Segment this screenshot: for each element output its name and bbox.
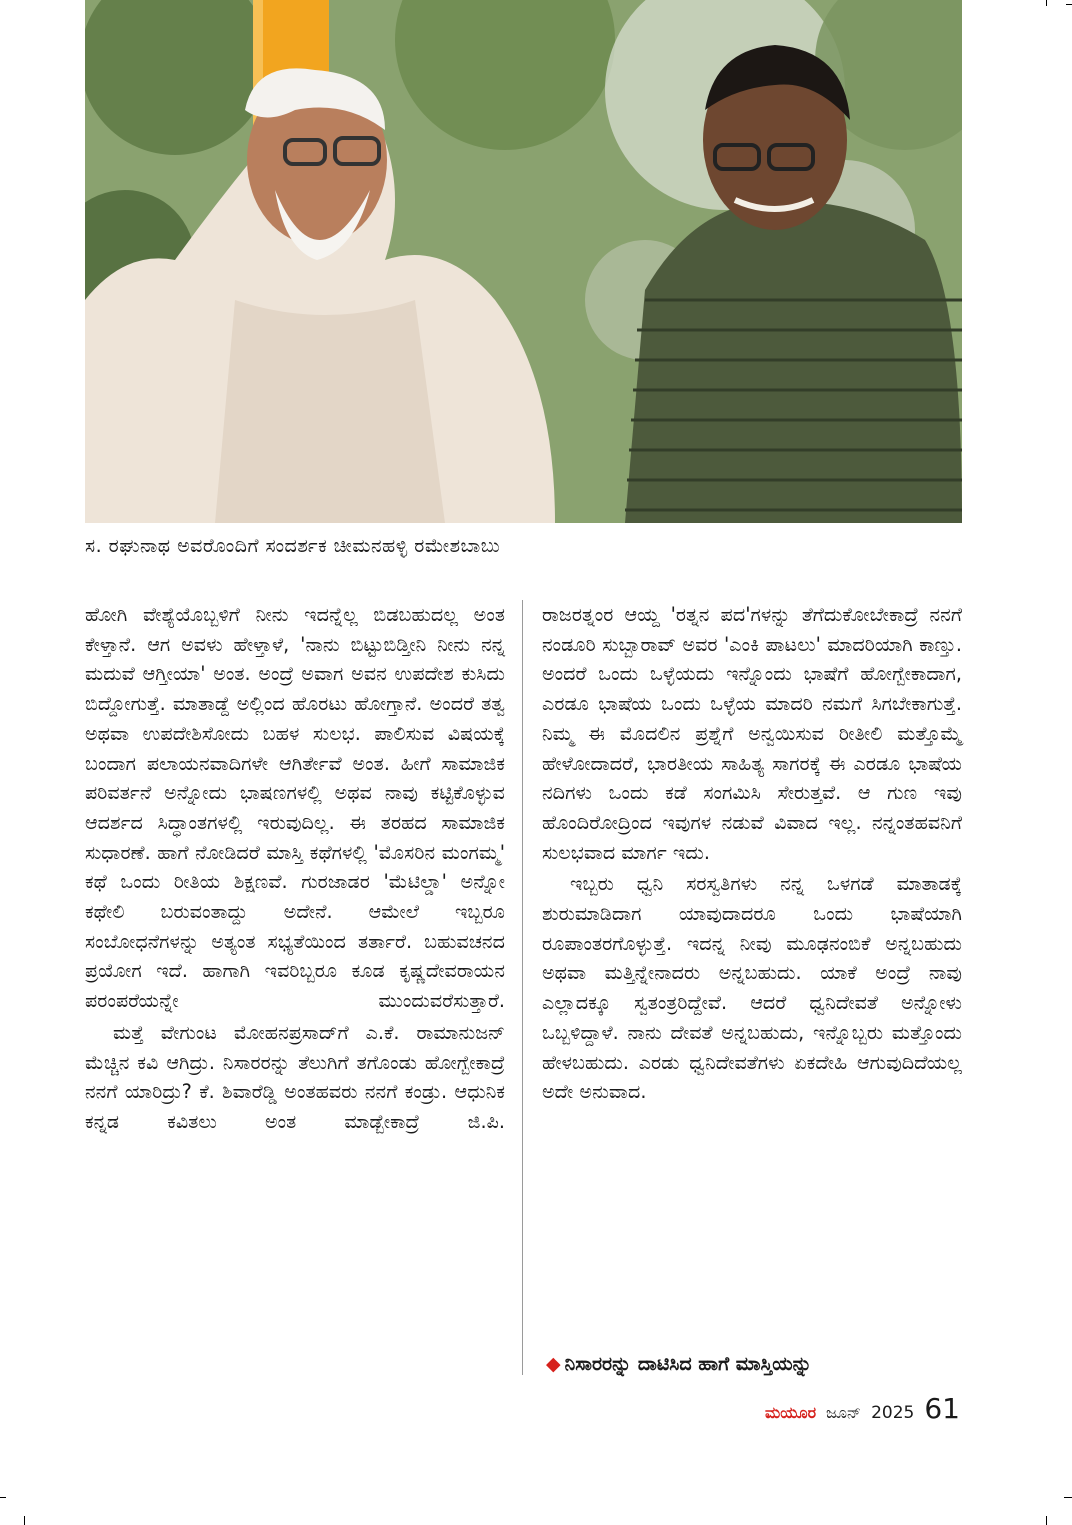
next-question-teaser bbox=[546, 1351, 812, 1377]
paragraph: ರಾಜರತ್ನಂರ ಆಯ್ದ 'ರತ್ನನ ಪದ'ಗಳನ್ನು ತೆಗೆದುಕೋಬೇಕಾದ್ರೆ ನನಗೆ ನಂಡೂರಿ ಸುಬ್ಬಾರಾವ್ ಅವರ 'ಎಂಕಿ ಪಾಟಲು' ಮಾದರಿಯಾಗಿ ಕಾಣ್ತು. ಅಂದರೆ ಒಂದು ಒಳ್ಳೆಯದು ಇನ್ನೊಂದು ಭಾಷೆಗೆ ಹೋಗ್ಬೇಕಾದಾಗ, ಎರಡೂ ಭಾಷೆಯ ಒಂದು ಒಳ್ಳೆಯ ಮಾದರಿ ನಮಗೆ ಸಿಗಬೇಕಾಗುತ್ತೆ. ನಿಮ್ಮ ಈ ಮೊದಲಿನ ಪ್ರಶ್ನೆಗೆ ಅನ್ವಯಿಸುವ ರೀತೀಲಿ ಮತ್ತೊಮ್ಮೆ ಹೇಳೋದಾದರೆ, ಭಾರತೀಯ ಸಾಹಿತ್ಯ ಸಾಗರಕ್ಕೆ ಈ ಎರಡೂ ಭಾಷೆಯ ನದಿಗಳು ಒಂದು ಕಡೆ ಸಂಗಮಿಸಿ ಸೇರುತ್ತವೆ. ಆ ಗುಣ ಇವು ಹೊಂದಿರೋದ್ರಿಂದ ಇವುಗಳ ನಡುವೆ ವಿವಾದ ಇಲ್ಲ. ನನ್ನಂತಹವನಿಗೆ ಸುಲಭವಾದ ಮಾರ್ಗ ಇದು. bbox=[542, 603, 962, 864]
magazine-logo: ಮಯೂರ bbox=[765, 1403, 817, 1422]
column-divider bbox=[522, 600, 523, 1375]
paragraph: ಇಬ್ಬರು ಧ್ವನಿ ಸರಸ್ವತಿಗಳು ನನ್ನ ಒಳಗಡೆ ಮಾತಾಡಕ್ಕೆ ಶುರುಮಾಡಿದಾಗ ಯಾವುದಾದರೂ ಒಂದು ಭಾಷೆಯಾಗಿ ರೂಪಾಂತರಗೊಳ್ಳುತ್ತೆ. ಇದನ್ನ ನೀವು ಮೂಢನಂಬಿಕೆ ಅನ್ನಬಹುದು ಅಥವಾ ಮತ್ತಿನ್ನೇನಾದರು ಅನ್ನಬಹುದು. ಯಾಕೆ ಅಂದ್ರೆ ನಾವು ಎಲ್ಲಾದಕ್ಕೂ ಸ್ವತಂತ್ರರಿದ್ದೇವೆ. ಆದರೆ ಧ್ವನಿದೇವತೆ ಅನ್ನೋಳು ಒಬ್ಬಳಿದ್ದಾಳೆ. ನಾನು ದೇವತೆ ಅನ್ನಬಹುದು, ಇನ್ನೊಬ್ಬರು ಮತ್ತೊಂದು ಹೇಳಬಹುದು. ಎರಡು ಧ್ವನಿದೇವತೆಗಳು ಏಕದೇಹಿ ಆಗುವುದಿದೆಯಲ್ಲ ಅದೇ ಅನುವಾದ. bbox=[542, 872, 962, 1104]
teaser-text: ನಿಸಾರರನ್ನು ದಾಟಿಸಿದ ಹಾಗೆ ಮಾಸ್ತಿಯನ್ನು bbox=[564, 1353, 812, 1375]
page-number: 61 bbox=[924, 1392, 960, 1425]
issue-month: ಜೂನ್ bbox=[826, 1403, 862, 1422]
photo-caption: ಸ. ರಘುನಾಥ ಅವರೊಂದಿಗೆ ಸಂದರ್ಶಕ ಚೀಮನಹಳ್ಳಿ ರಮೇಶಬಾಬು bbox=[85, 535, 501, 557]
crop-mark-left-bottom bbox=[0, 1497, 6, 1498]
article-column-right bbox=[542, 600, 962, 1107]
crop-mark-right-bottom bbox=[1064, 1497, 1072, 1498]
crop-mark-top-right bbox=[1046, 0, 1047, 6]
interview-photo bbox=[85, 0, 962, 523]
crop-mark-bottom-left bbox=[24, 1516, 25, 1525]
photo-illustration bbox=[85, 0, 962, 523]
diamond-bullet-icon: ◆ bbox=[546, 1353, 561, 1375]
issue-year: 2025 bbox=[871, 1403, 915, 1423]
paragraph: ಮತ್ತೆ ವೇಗುಂಟ ಮೋಹನಪ್ರಸಾದ್‌ಗೆ ಎ.ಕೆ. ರಾಮಾನುಜನ್ ಮೆಚ್ಚಿನ ಕವಿ ಆಗಿದ್ರು. ನಿಸಾರರನ್ನು ತೆಲುಗಿಗೆ ತಗೊಂಡು ಹೋಗ್ಬೇಕಾದ್ರೆ ನನಗೆ ಯಾರಿದ್ರು? ಕೆ. ಶಿವಾರೆಡ್ಡಿ ಅಂತಹವರು ನನಗೆ ಕಂಡ್ರು. ಆಧುನಿಕ ಕನ್ನಡ ಕವಿತಲು ಅಂತ ಮಾಡ್ಬೇಕಾದ್ರೆ ಜಿ.ಪಿ. bbox=[85, 1020, 505, 1133]
article-column-left bbox=[85, 600, 505, 1137]
page-footer bbox=[765, 1392, 960, 1428]
crop-mark-bottom-right bbox=[1046, 1516, 1047, 1525]
crop-mark-right-top bbox=[1066, 4, 1072, 5]
paragraph: ಹೋಗಿ ವೇಶ್ಯೆಯೊಬ್ಬಳಿಗೆ ನೀನು ಇದನ್ನೆಲ್ಲ ಬಿಡಬಹುದಲ್ಲ ಅಂತ ಕೇಳ್ತಾನೆ. ಆಗ ಅವಳು ಹೇಳ್ತಾಳೆ, 'ನಾನು ಬಿಟ್ಟುಬಿಡ್ತೀನಿ ನೀನು ನನ್ನ ಮದುವೆ ಆಗ್ತೀಯಾ' ಅಂತ. ಅಂದ್ರೆ ಅವಾಗ ಅವನ ಉಪದೇಶ ಕುಸಿದು ಬಿದ್ದೋಗುತ್ತೆ. ಮಾತಾಡ್ದೆ ಅಲ್ಲಿಂದ ಹೊರಟು ಹೋಗ್ತಾನೆ. ಅಂದರೆ ತತ್ವ ಅಥವಾ ಉಪದೇಶಿಸೋದು ಬಹಳ ಸುಲಭ. ಪಾಲಿಸುವ ವಿಷಯಕ್ಕೆ ಬಂದಾಗ ಪಲಾಯನವಾದಿಗಳೇ ಆಗಿರ್ತೇವೆ ಅಂತ. ಹೀಗೆ ಸಾಮಾಜಿಕ ಪರಿವರ್ತನೆ ಅನ್ನೋದು ಭಾಷಣಗಳಲ್ಲಿ ಅಥವ ನಾವು ಕಟ್ಟಿಕೊಳ್ಳುವ ಆದರ್ಶದ ಸಿದ್ಧಾಂತಗಳಲ್ಲಿ ಇರುವುದಿಲ್ಲ. ಈ ತರಹದ ಸಾಮಾಜಿಕ ಸುಧಾರಣೆ. ಹಾಗೆ ನೋಡಿದರೆ ಮಾಸ್ತಿ ಕಥೆಗಳಲ್ಲಿ 'ಮೊಸರಿನ ಮಂಗಮ್ಮ' ಕಥೆ ಒಂದು ರೀತಿಯ ಶಿಕ್ಷಣವೆ. ಗುರಜಾಡರ 'ಮೆಟಿಲ್ಡಾ' ಅನ್ನೋ ಕಥೇಲಿ ಬರುವಂತಾದ್ದು ಅದೇನೆ. ಆಮೇಲೆ ಇಬ್ಬರೂ ಸಂಬೋಧನೆಗಳನ್ನು ಅತ್ಯಂತ ಸಭ್ಯತೆಯಿಂದ ತರ್ತಾರೆ. ಬಹುವಚನದ ಪ್ರಯೋಗ ಇದೆ. ಹಾಗಾಗಿ ಇವರಿಬ್ಬರೂ ಕೂಡ ಕೃಷ್ಣದೇವರಾಯನ ಪರಂಪರೆಯನ್ನೇ ಮುಂದುವರೆಸುತ್ತಾರೆ. bbox=[85, 603, 505, 1013]
